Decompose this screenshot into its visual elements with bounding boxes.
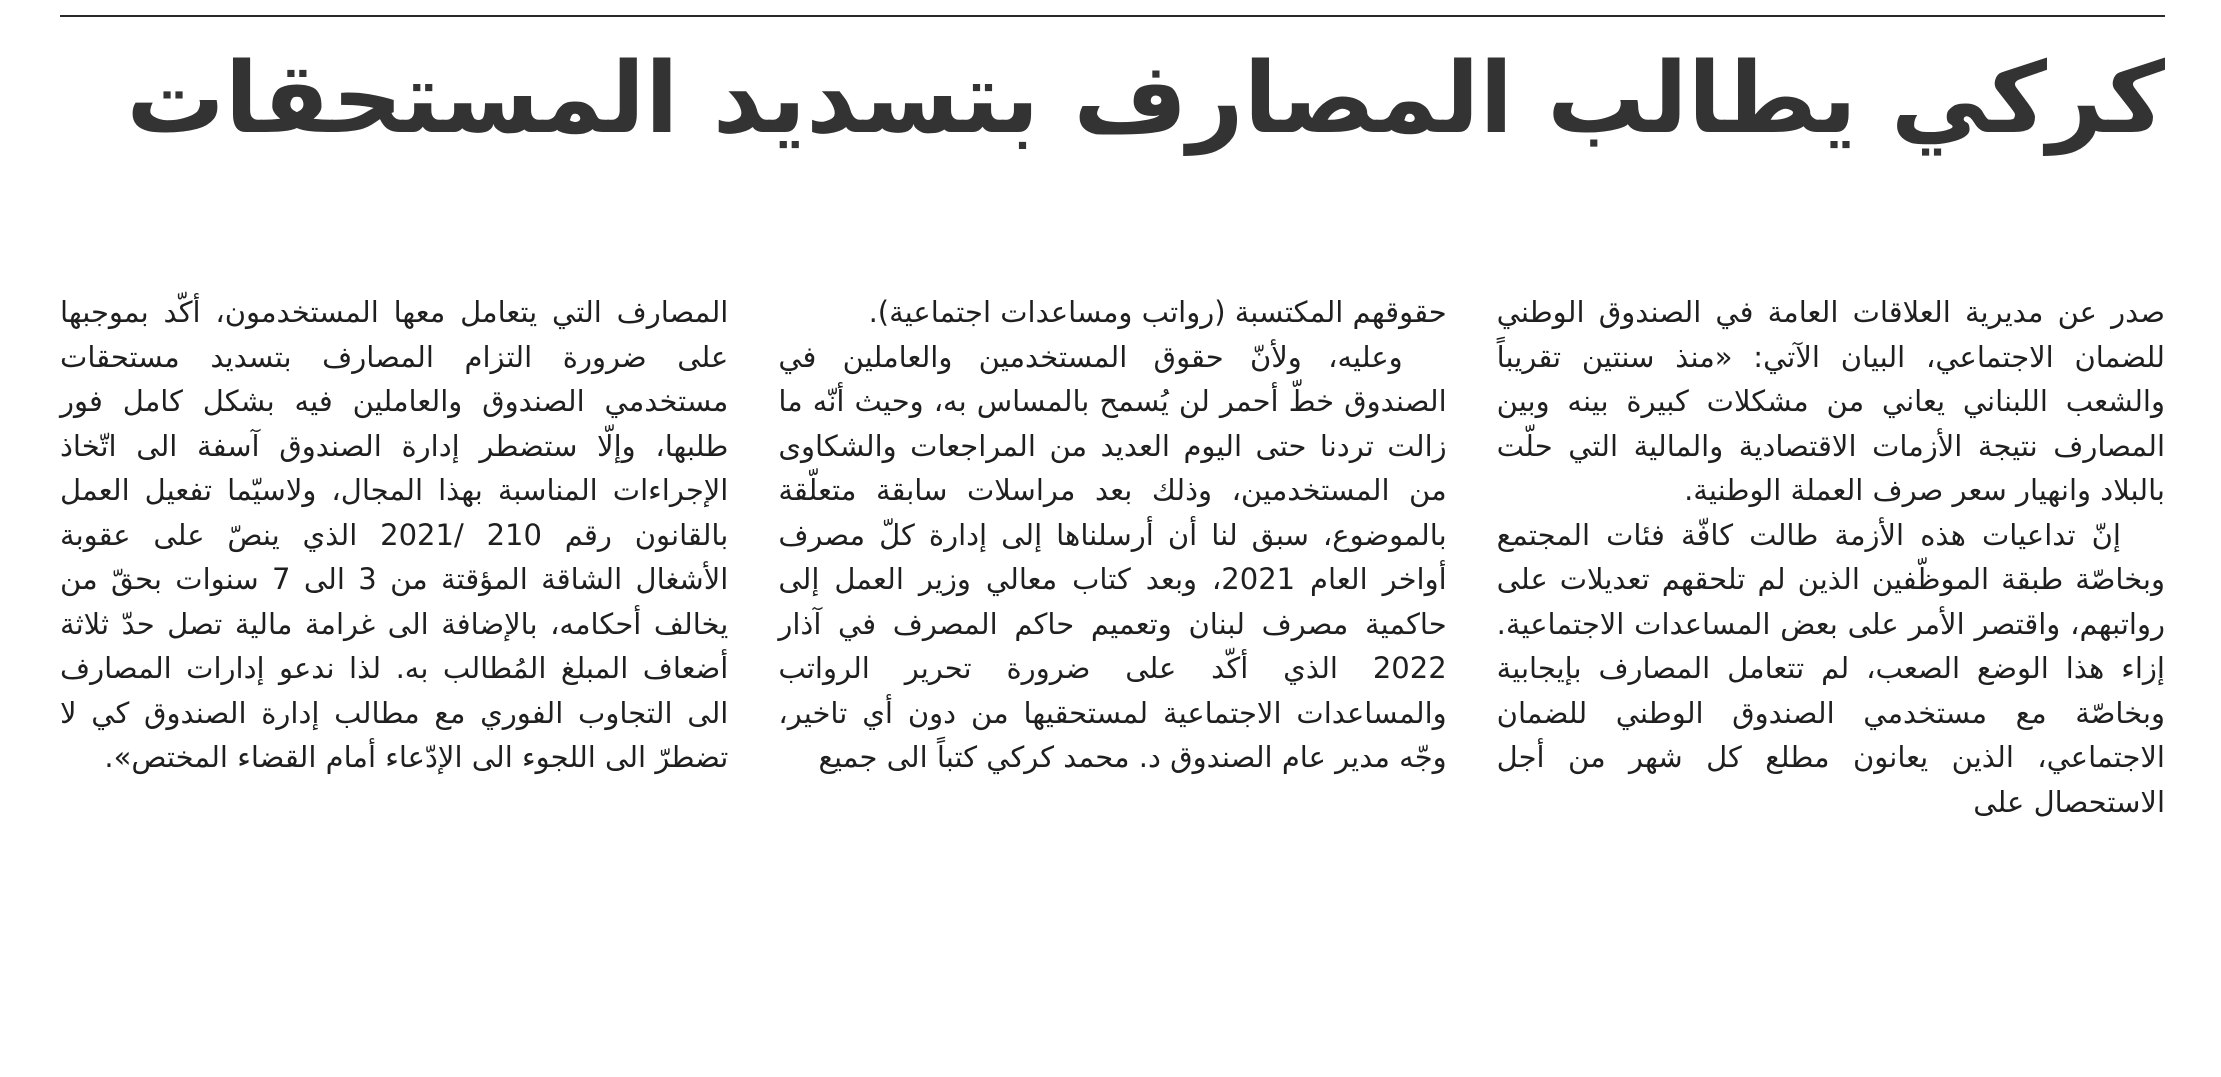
column-2-paragraph-1: حقوقهم المكتسبة (رواتب ومساعدات اجتماعية). (868, 295, 1447, 329)
headline: كركي يطالب المصارف بتسديد المستحقات (126, 42, 2165, 156)
column-1-paragraph-2: إنّ تداعيات هذه الأزمة طالت كافّة فئات المجتمع وبخاصّة طبقة الموظّفين الذين لم تلحقهم تعديلات على رواتبهم، واقتصر الأمر على بعض المساعدات الاجتماعية. إزاء هذا الوضع الصعب، لم تتعامل المصارف بإيجابية وبخاصّة مع مستخدمي الصندوق الوطني للضمان الاجتماعي، الذين يعانون مطلع كل شهر من أجل الاستحصال على (1496, 517, 2165, 819)
column-3 (60, 290, 728, 824)
column-1-paragraph-1: صدر عن مديرية العلاقات العامة في الصندوق الوطني للضمان الاجتماعي، البيان الآتي: «منذ سنتين تقريباً والشعب اللبناني يعاني من مشكلات كبيرة بينه وبين المصارف نتيجة الأزمات الاقتصادية والمالية التي حلّت بالبلاد وانهيار سعر صرف العملة الوطنية. (1496, 295, 2165, 507)
article-body (60, 290, 2165, 824)
column-1 (1497, 290, 2165, 824)
column-3-paragraph-1: المصارف التي يتعامل معها المستخدمون، أكّد بموجبها على ضرورة التزام المصارف بتسديد مستحقات مستخدمي الصندوق والعاملين فيه بشكل كامل فور طلبها، وإلّا ستضطر إدارة الصندوق آسفة الى اتّخاذ الإجراءات المناسبة بهذا المجال، ولاسيّما تفعيل العمل بالقانون رقم 210 /2021 الذي ينصّ على عقوبة الأشغال الشاقة المؤقتة من 3 الى 7 سنوات بحقّ من يخالف أحكامه، بالإضافة الى غرامة مالية تصل حدّ ثلاثة أضعاف المبلغ المُطالب به. لذا ندعو إدارات المصارف الى التجاوب الفوري مع مطالب إدارة الصندوق كي لا تضطرّ الى اللجوء الى الإدّعاء أمام القضاء المختص». (60, 295, 729, 774)
column-2 (778, 290, 1446, 824)
top-rule (60, 15, 2165, 17)
column-2-paragraph-2: وعليه، ولأنّ حقوق المستخدمين والعاملين في الصندوق خطّ أحمر لن يُسمح بالمساس به، وحيث أنّه ما زالت تردنا حتى اليوم العديد من المراجعات والشكاوى من المستخدمين، وذلك بعد مراسلات سابقة متعلّقة بالموضوع، سبق لنا أن أرسلناها إلى إدارة كلّ مصرف أواخر العام 2021، وبعد كتاب معالي وزير العمل إلى حاكمية مصرف لبنان وتعميم حاكم المصرف في آذار 2022 الذي أكّد على ضرورة تحرير الرواتب والمساعدات الاجتماعية لمستحقيها من دون أي تاخير، وجّه مدير عام الصندوق د. محمد كركي كتباً الى جميع (778, 339, 1447, 774)
